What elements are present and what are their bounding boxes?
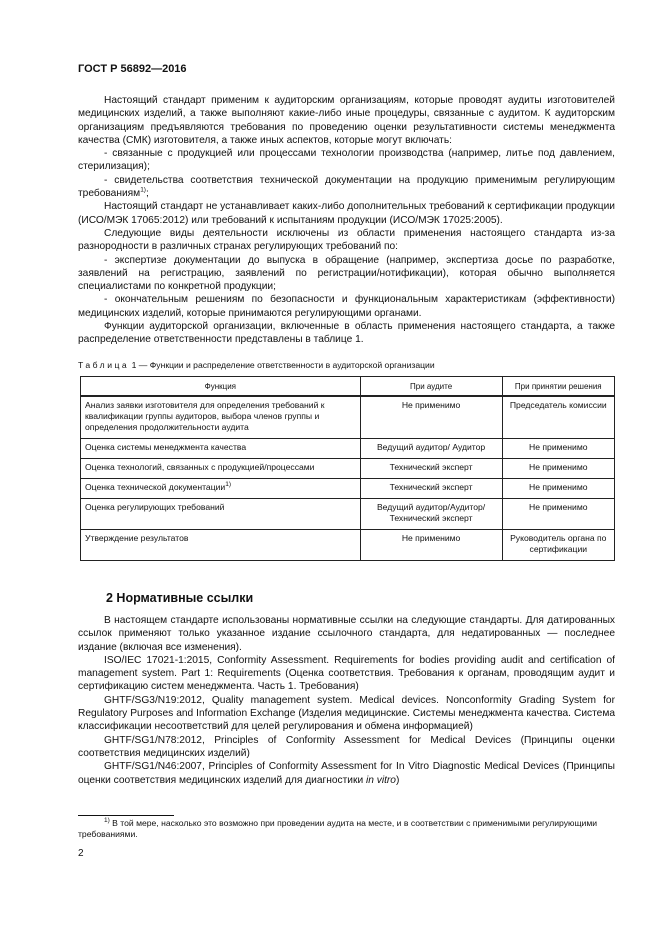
column-header: Функция — [81, 377, 361, 397]
decision-cell: Руководитель органа по сертификации — [502, 530, 614, 561]
normative-references — [78, 614, 615, 787]
audit-cell: Не применимо — [360, 530, 502, 561]
intro-paragraph: Функции аудиторской организации, включенные в область применения настоящего стандарта, а также распределение ответственности представлены в таблице 1. — [78, 321, 615, 346]
intro-bullet: - экспертизе документации до выпуска в обращение (например, экспертиза досье по разработке, заявлений на регистрацию, заявлений по регистрации/нотификации), которая обычно выполняется специалистами по конкретной продукции; — [78, 254, 615, 293]
column-header: При принятии решения — [502, 377, 614, 397]
decision-cell: Не применимо — [502, 479, 614, 499]
functions-table — [80, 376, 615, 561]
decision-cell: Председатель комиссии — [502, 396, 614, 439]
table-row — [81, 459, 615, 479]
reference-item: ISO/IEC 17021-1:2015, Conformity Assessment. Requirements for bodies providing audit and certification of management system. Part 1: Requirements (Оценка соответствия. Требования к органам, проводящим аудит и сертификацию систем менеджмента. Часть 1. Требования) — [78, 654, 615, 693]
function-cell: Оценка технологий, связанных с продукцией/процессами — [81, 459, 361, 479]
function-cell: Оценка системы менеджмента качества — [81, 439, 361, 459]
reference-item — [78, 760, 615, 787]
footnote — [78, 818, 615, 840]
decision-cell: Не применимо — [502, 499, 614, 530]
reference-item: GHTF/SG3/N19:2012, Quality management system. Medical devices. Nonconformity Grading System for Regulatory Purposes and Information Exchange (Изделия медицинские. Системы менеджмента качества. Система классификации несоответствий для целей регулирования и обмена информацией) — [78, 694, 615, 733]
table-header-row — [81, 377, 615, 397]
table-caption — [78, 360, 435, 370]
audit-cell: Технический эксперт — [360, 459, 502, 479]
footnote-ref: 1) — [225, 481, 232, 489]
decision-cell: Не применимо — [502, 459, 614, 479]
audit-cell: Ведущий аудитор/ Аудитор — [360, 439, 502, 459]
table-row — [81, 499, 615, 530]
function-cell: Оценка регулирующих требований — [81, 499, 361, 530]
reference-end: ) — [395, 774, 400, 786]
function-cell: Анализ заявки изготовителя для определения требований к квалификации группы аудиторов, выбора членов группы и определения продолжительности аудита — [81, 396, 361, 439]
intro-bullet: - окончательным решениям по безопасности и функциональным характеристикам (эффективности) медицинских изделий, которые принимаются регулирующими органами. — [78, 294, 615, 319]
function-cell — [81, 479, 361, 499]
bullet-text: - свидетельства соответствия технической документации на продукцию применимым регулирующим требованиям — [78, 174, 615, 200]
intro-bullet — [78, 174, 615, 201]
section-heading: 2 Нормативные ссылки — [106, 591, 254, 605]
intro-text — [78, 94, 615, 347]
references-paragraph: В настоящем стандарте использованы нормативные ссылки на следующие стандарты. Для датированных ссылок применяют только указанное издание ссылочного стандарта, для недатированных — последнее издание (включая все изменения). — [78, 615, 615, 653]
table-row — [81, 396, 615, 439]
footnote-text: В той мере, насколько это возможно при проведении аудита на месте, и в соответствии с применимыми регулирующими требованиями. — [78, 818, 598, 839]
function-cell: Утверждение результатов — [81, 530, 361, 561]
table-row — [81, 530, 615, 561]
footnote-ref: 1) — [140, 186, 146, 194]
intro-paragraph: Настоящий стандарт не устанавливает каких-либо дополнительных требований к сертификации продукции (ИСО/МЭК 17065:2012) или требований к испытаниям продукции (ИСО/МЭК 17025:2005). — [78, 201, 615, 226]
page-number: 2 — [78, 848, 84, 859]
audit-cell: Технический эксперт — [360, 479, 502, 499]
document-header: ГОСТ Р 56892—2016 — [78, 63, 187, 75]
caption-text: 1 — Функции и распределение ответственности в аудиторской организации — [129, 360, 435, 370]
reference-italic: in vitro — [365, 774, 396, 786]
function-text: Оценка технической документации — [85, 482, 226, 492]
audit-cell: Не применимо — [360, 396, 502, 439]
intro-paragraph: Настоящий стандарт применим к аудиторским организациям, которые проводят аудиты изготовителей медицинских изделий, а также выполняют какие-либо иные процедуры, связанные с аудитом. К аудиторским организациям предъявляются требования по проведению оценки результативности системы менеджмента качества (СМК) изготовителя, а также иных аспектов, которые могут включать: — [78, 95, 615, 146]
footnote-mark: 1) — [104, 817, 110, 825]
reference-text: GHTF/SG1/N46:2007, Principles of Conformity Assessment for In Vitro Diagnostic Medical Devices (Принципы оценки соответствия медицинских изделий для диагностики — [78, 761, 615, 786]
intro-paragraph: Следующие виды деятельности исключены из области применения настоящего стандарта из-за разнородности в различных странах регулирующих требований по: — [78, 227, 615, 253]
table-row — [81, 479, 615, 499]
audit-cell: Ведущий аудитор/Аудитор/ Технический эксперт — [360, 499, 502, 530]
footnote-divider — [78, 815, 174, 816]
bullet-end: ; — [145, 188, 149, 200]
reference-item: GHTF/SG1/N78:2012, Principles of Conformity Assessment for Medical Devices (Принципы оценки соответствия медицинских изделий) — [78, 734, 615, 759]
column-header: При аудите — [360, 377, 502, 397]
table-row — [81, 439, 615, 459]
caption-word: Таблица — [78, 360, 130, 370]
decision-cell: Не применимо — [502, 439, 614, 459]
intro-bullet: - связанные с продукцией или процессами технологии производства (например, литье под давлением, стерилизация); — [78, 148, 615, 173]
